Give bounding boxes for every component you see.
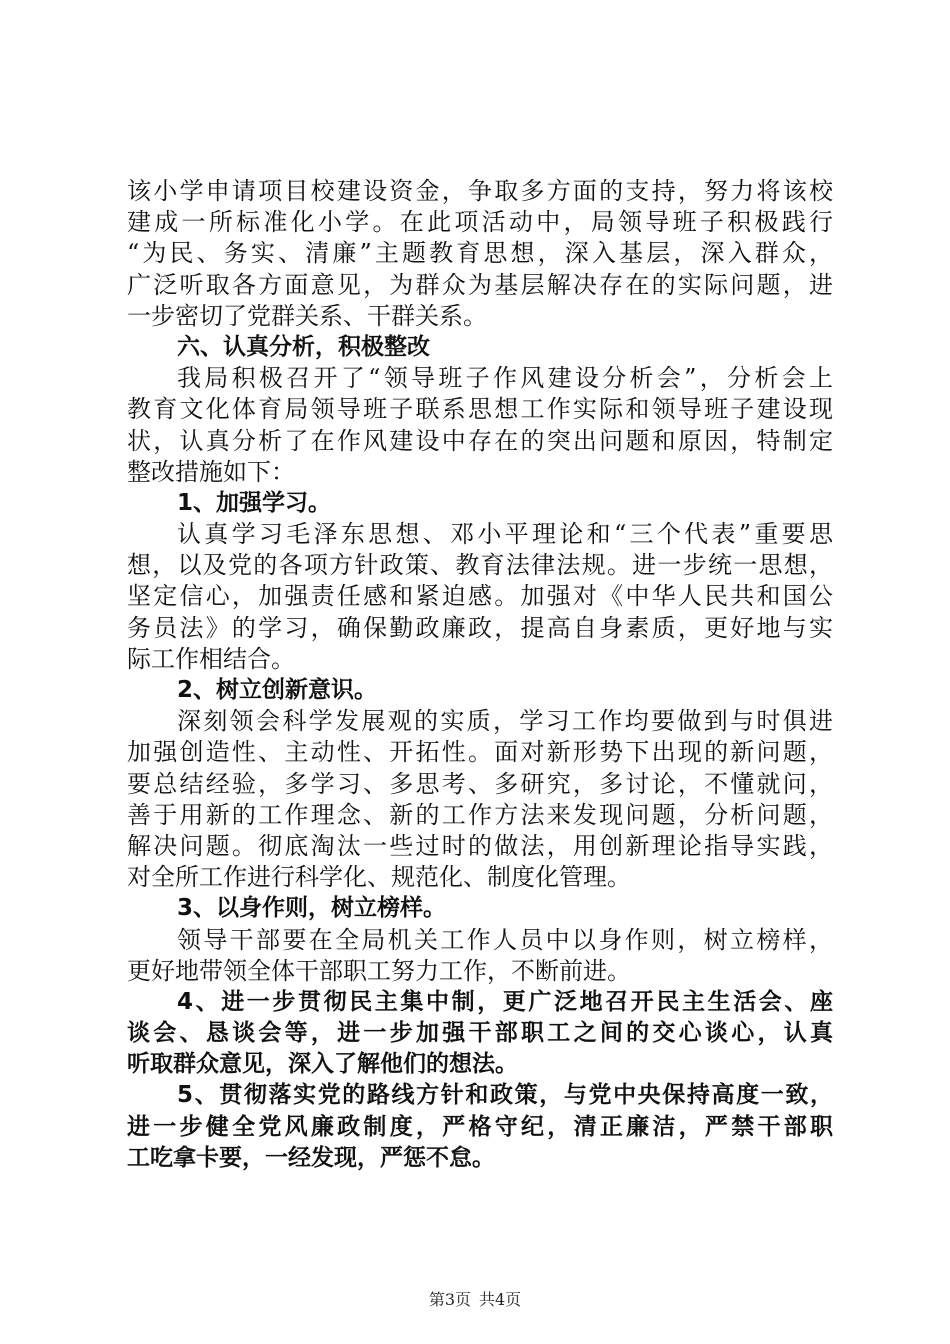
paragraph-line: 整改措施如下： <box>127 457 295 486</box>
paragraph-line: 一步密切了党群关系、干群关系。 <box>127 301 487 330</box>
heading-line: 进一步健全党风廉政制度，严格守纪，清正廉洁，严禁干部职 <box>127 1113 833 1140</box>
paragraph-line: 加强创造性、主动性、开拓性。面对新形势下出现的新问题， <box>127 738 833 767</box>
heading-line: 3、以身作则，树立榜样。 <box>177 895 447 922</box>
paragraph-line: 更好地带领全体干部职工努力工作，不断前进。 <box>127 956 631 985</box>
paragraph-line: 对全所工作进行科学化、规范化、制度化管理。 <box>127 863 631 892</box>
paragraph-line: 务员法》的学习，确保勤政廉政，提高自身素质，更好地与实 <box>127 613 833 642</box>
paragraph-line: 善于用新的工作理念、新的工作方法来发现问题，分析问题， <box>127 800 833 829</box>
page-number: 第3页 <box>428 1290 471 1309</box>
heading-line: 六、认真分析，积极整改 <box>177 333 430 360</box>
page-total: 共4页 <box>479 1290 522 1309</box>
heading-line: 2、树立创新意识。 <box>177 677 378 703</box>
paragraph-line: 我局积极召开了“领导班子作风建设分析会”，分析会上 <box>177 364 833 393</box>
heading-line: 4、进一步贯彻民主集中制，更广泛地召开民主生活会、座 <box>177 988 833 1015</box>
paragraph-line: 际工作相结合。 <box>127 644 295 673</box>
paragraph-line: “为民、务实、清廉”主题教育思想，深入基层，深入群众， <box>127 239 833 268</box>
paragraph-line: 解决问题。彻底淘汰一些过时的做法，用创新理论指导实践， <box>127 831 833 860</box>
paragraph-line: 建成一所标准化小学。在此项活动中，局领导班子积极践行 <box>127 208 833 237</box>
page-footer <box>0 1290 950 1310</box>
heading-line: 1、加强学习。 <box>177 489 332 516</box>
paragraph-line: 要总结经验，多学习、多思考、多研究，多讨论，不懂就问， <box>127 769 833 798</box>
paragraph-line: 该小学申请项目校建设资金，争取多方面的支持，努力将该校 <box>127 177 833 205</box>
paragraph-line: 领导干部要在全局机关工作人员中以身作则，树立榜样， <box>177 925 833 954</box>
heading-line: 5、贯彻落实党的路线方针和政策，与党中央保持高度一致， <box>177 1082 833 1109</box>
paragraph-line: 广泛听取各方面意见，为群众为基层解决存在的实际问题，进 <box>127 270 833 299</box>
paragraph-line: 深刻领会科学发展观的实质，学习工作均要做到与时俱进 <box>177 707 833 736</box>
heading-line: 听取群众意见，深入了解他们的想法。 <box>127 1051 518 1078</box>
document-body <box>127 176 833 1174</box>
paragraph-line: 坚定信心，加强责任感和紧迫感。加强对《中华人民共和国公 <box>127 582 833 611</box>
paragraph-line: 教育文化体育局领导班子联系思想工作实际和领导班子建设现 <box>127 395 833 424</box>
heading-line: 工吃拿卡要，一经发现，严惩不怠。 <box>127 1144 495 1171</box>
paragraph-line: 认真学习毛泽东思想、邓小平理论和“三个代表”重要思 <box>177 520 833 549</box>
paragraph-line: 状，认真分析了在作风建设中存在的突出问题和原因，特制定 <box>127 426 833 455</box>
paragraph-line: 想，以及党的各项方针政策、教育法律法规。进一步统一思想， <box>127 551 833 580</box>
heading-line: 谈会、恳谈会等，进一步加强干部职工之间的交心谈心，认真 <box>127 1020 833 1047</box>
